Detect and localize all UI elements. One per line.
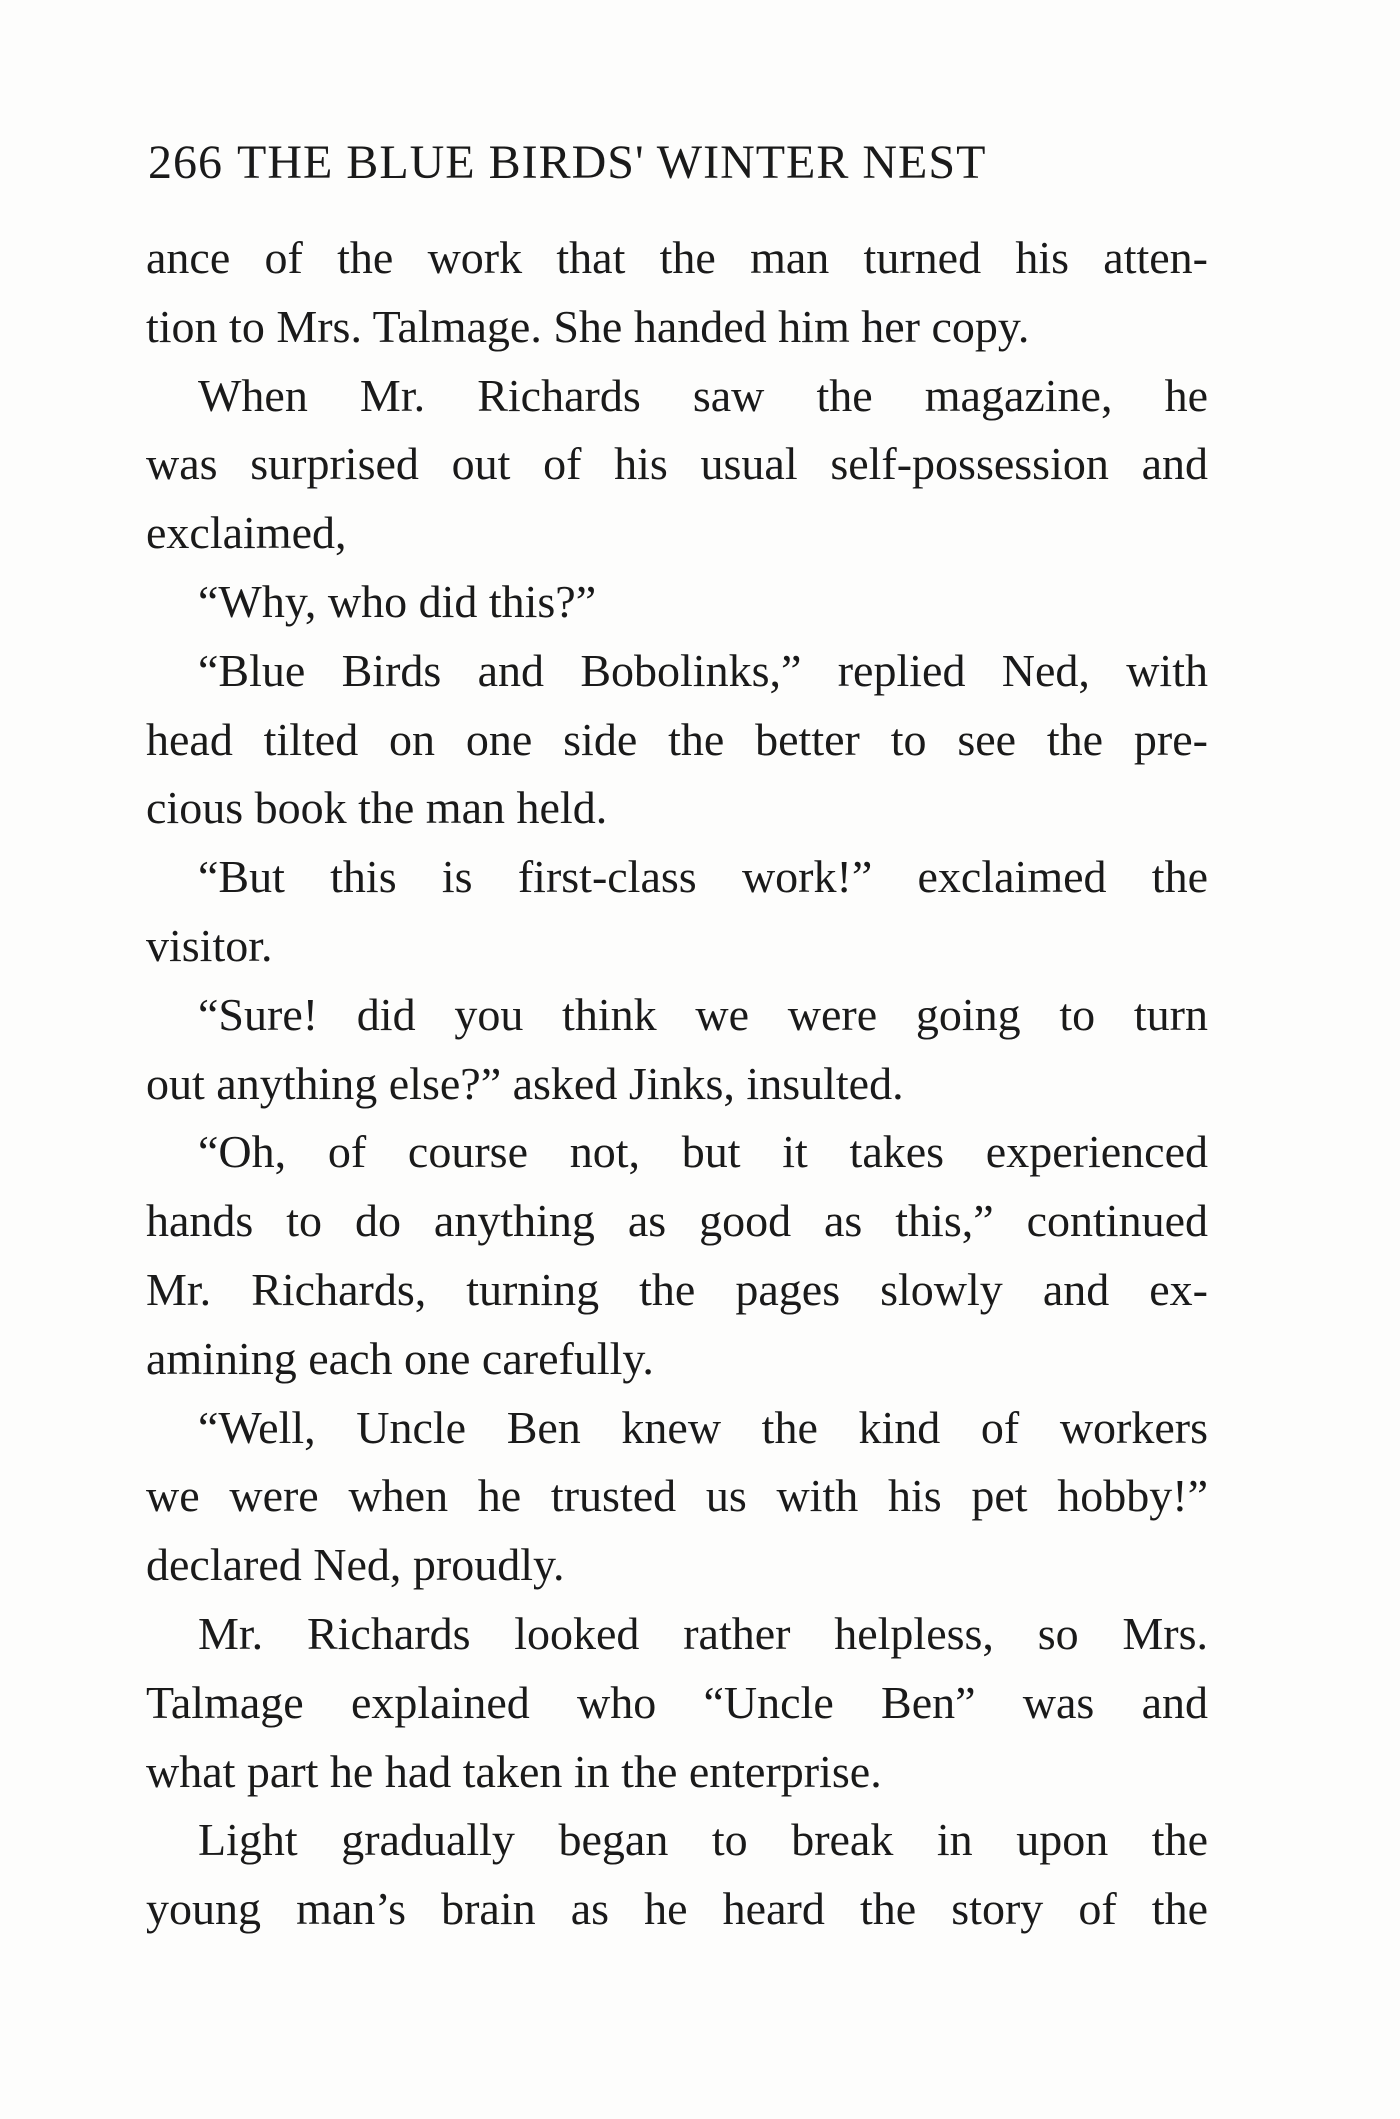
text-line: amining each one carefully.: [146, 1332, 654, 1384]
text-line: When Mr. Richards saw the magazine, he: [198, 369, 1208, 421]
text-line: ance of the work that the man turned his atten-: [146, 232, 1208, 283]
text-line: out anything else?” asked Jinks, insulted.: [146, 1057, 904, 1109]
text-line: hands to do anything as good as this,” continued: [146, 1195, 1208, 1247]
text-line: declared Ned, proudly.: [146, 1539, 565, 1591]
text-line: head tilted on one side the better to see the pre-: [146, 713, 1208, 765]
text-line: “Sure! did you think we were going to turn: [198, 988, 1208, 1040]
text-line: “Well, Uncle Ben knew the kind of workers: [198, 1401, 1208, 1453]
text-line: Mr. Richards looked rather helpless, so Mrs.: [198, 1607, 1208, 1659]
text-line: “Why, who did this?”: [198, 575, 597, 627]
text-line: cious book the man held.: [146, 782, 608, 834]
page-number: 266: [148, 136, 223, 189]
running-title: THE BLUE BIRDS' WINTER NEST: [237, 136, 987, 189]
text-line: “Blue Birds and Bobolinks,” replied Ned, with: [198, 644, 1208, 696]
text-line: we were when he trusted us with his pet hobby!”: [146, 1470, 1208, 1522]
text-line: Talmage explained who “Uncle Ben” was and: [146, 1676, 1208, 1728]
text-line: “But this is first-class work!” exclaimed the: [198, 851, 1208, 903]
text-line: “Oh, of course not, but it takes experienced: [198, 1126, 1208, 1178]
text-line: Mr. Richards, turning the pages slowly and ex-: [146, 1263, 1208, 1315]
text-line: tion to Mrs. Talmage. She handed him her copy.: [146, 300, 1030, 352]
text-line: exclaimed,: [146, 507, 347, 559]
running-header: [148, 130, 1148, 196]
text-line: young man’s brain as he heard the story of the: [146, 1883, 1208, 1935]
text-line: Light gradually began to break in upon the: [198, 1814, 1208, 1866]
text-line: was surprised out of his usual self-possession and: [146, 438, 1208, 490]
page-body: [146, 224, 1208, 1944]
text-line: visitor.: [146, 919, 273, 971]
text-line: what part he had taken in the enterprise.: [146, 1745, 882, 1797]
